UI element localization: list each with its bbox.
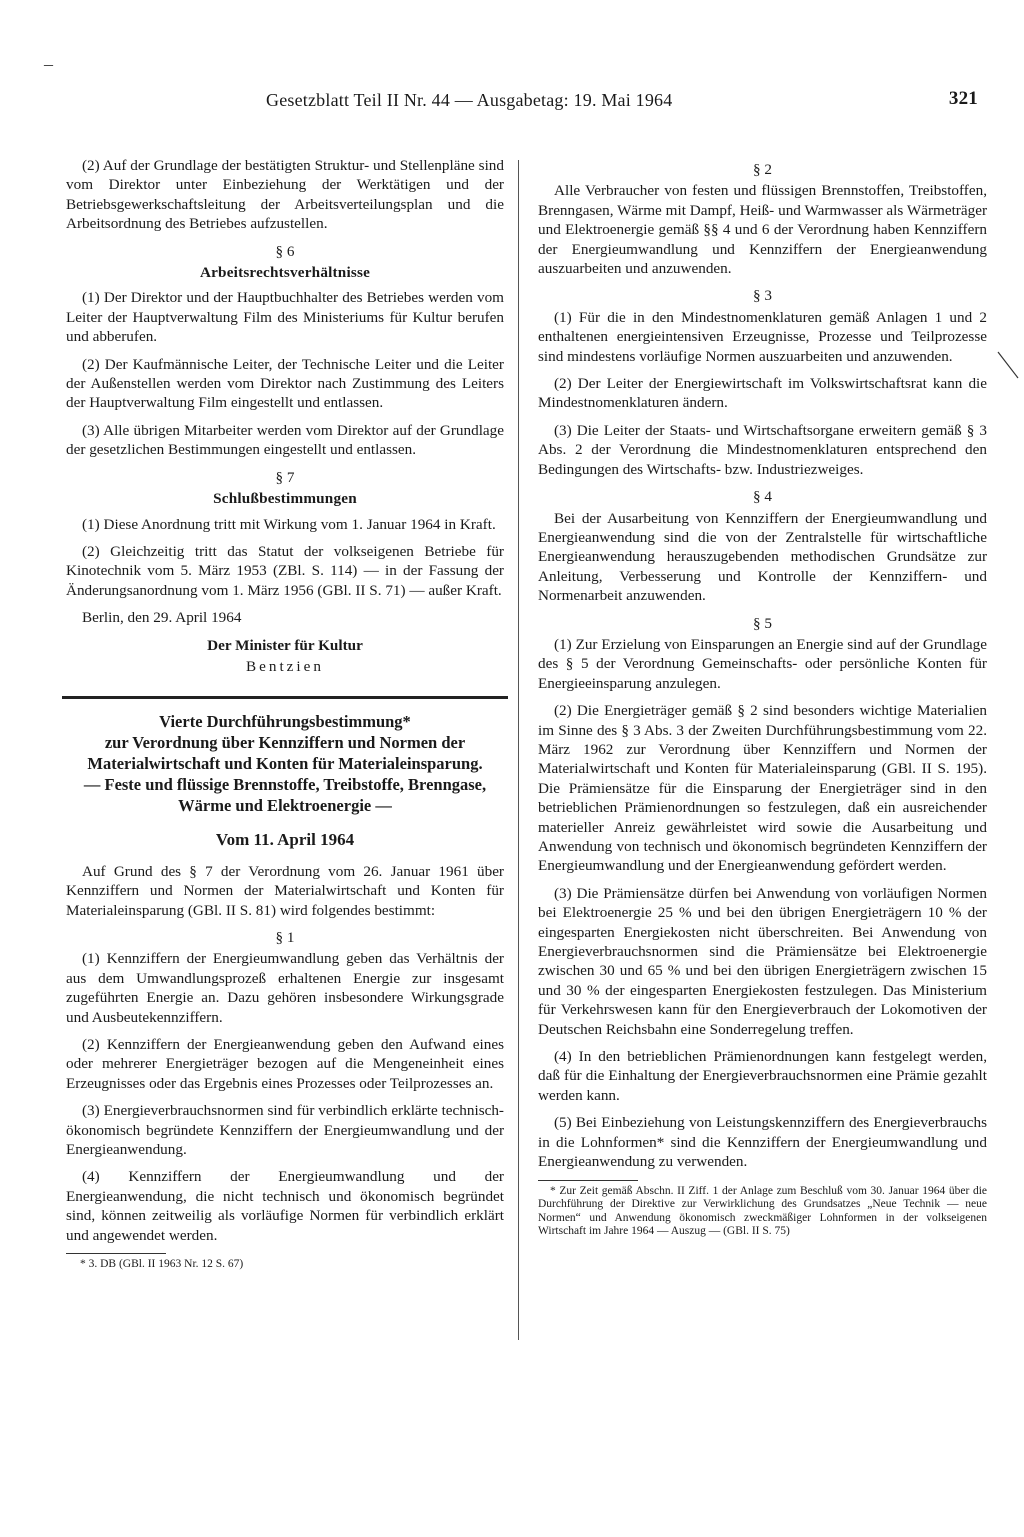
scan-mark-dash: ‒ — [44, 54, 53, 74]
paragraph: (2) Der Kaufmännische Leiter, der Technische Leiter und die Leiter der Außenstellen werden vom Direktor nach Zustimmung des Leiters der Hauptverwaltung Film eingestellt und entlassen. — [66, 355, 504, 412]
paragraph: (2) Die Energieträger gemäß § 2 sind besonders wichtige Materialien im Sinne des § 3 Abs. 3 der Zweiten Durchführungsbestimmung vom 22. März 1962 zur Verordnung über Kennziffern und Normen der Materialwirtschaft und Konten für Materialeinsparung (GBl. II S. 195). Die Prämiensätze für die Einsparung der Energieträger sind in den betrieblichen Prämienordnungen so festzulegen, daß ein ausreichender materieller Anreiz gewährleistet wird sowie die Ausarbeitung und Anwendung von technisch und ökonomisch begründeten Kennziffern der Energieumwandlung und der Energieanwendung gefördert werden. — [538, 702, 987, 875]
section-number: § 6 — [275, 242, 295, 260]
right-column — [538, 156, 987, 1239]
paragraph: (2) Gleichzeitig tritt das Statut der volkseigenen Betriebe für Kinotechnik vom 5. März 1953 (ZBl. S. 114) — in der Fassung der Änderungsanordnung vom 1. März 1956 (GBl. II S. 71) — außer Kraft. — [66, 542, 504, 599]
section-number: § 3 — [753, 287, 772, 305]
regulation-title-line1: Vierte Durchführungsbestimmung* — [159, 712, 411, 732]
regulation-title-line2: zur Verordnung über Kennziffern und Normen der Materialwirtschaft und Konten für Materialeinsparung. — [87, 733, 483, 774]
footnote-rule — [66, 1253, 166, 1254]
paragraph: (1) Kennziffern der Energieumwandlung geben das Verhältnis der aus dem Umwandlungsprozeß erhaltenen Energie zur insgesamt zugeführten Energie an. Dazu gehören insbesondere Wirkungsgrade und Ausbeutekennziffern. — [66, 950, 504, 1026]
paragraph: Bei der Ausarbeitung von Kennziffern der Energieumwandlung und Energieanwendung sind die von der Zentralstelle für wirtschaftliche Energieanwendung herauszugebenden methodischen Grundsätze zur Anleitung, Verbesserung und Kontrolle der Kennziffern- und Normenarbeit anzuwenden. — [538, 509, 987, 605]
footnote: * Zur Zeit gemäß Abschn. II Ziff. 1 der Anlage zum Beschluß vom 30. Januar 1964 über die Durchführung der Direktive zur Verwirklichung des Grundsatzes „Neue Technik — neue Normen“ und Anwendung ökonomisch zweckmäßiger Lohnformen in der volkseigenen Wirtschaft im Jahre 1964 — Auszug — (GBl. II S. 75) — [538, 1184, 987, 1237]
paragraph: (3) Die Prämiensätze dürfen bei Anwendung von vorläufigen Normen bei Elektroenergie 25 % und bei den übrigen Energieträgern 10 % der eingesparten Energiekosten nicht überschreiten. Bei Anwendung von Energieverbrauchsnormen sind die Prämiensätze bei Elektroenergie zwischen 30 und 65 % und bei den übrigen Energieträgern zwischen 15 und 30 % der eingesparten Energiekosten festzulegen. Das Ministerium für Verkehrswesen kann für den Energieverbrauch der Lokomotiven der Deutschen Reichsbahn eine Sonderregelung treffen. — [538, 884, 987, 1038]
section-number: § 2 — [753, 161, 772, 178]
page-header — [60, 88, 978, 114]
footnote-rule — [538, 1180, 638, 1181]
section-rule — [62, 696, 508, 699]
signer-title: Der Minister für Kultur — [207, 636, 363, 654]
section-number: § 5 — [753, 614, 772, 632]
footnote: * 3. DB (GBl. II 1963 Nr. 12 S. 67) — [80, 1258, 244, 1271]
paragraph: (2) Kennziffern der Energieanwendung geben den Aufwand eines oder mehrerer Energieträger bezogen auf die Mengeneinheit eines Erzeugnisses oder das Ergebnis eines Prozesses oder Teilprozesses an. — [66, 1036, 504, 1092]
paragraph: (1) Diese Anordnung tritt mit Wirkung vom 1. Januar 1964 in Kraft. — [82, 515, 496, 533]
regulation-title — [66, 711, 504, 816]
paragraph: (1) Für die in den Mindestnomenklaturen gemäß Anlagen 1 und 2 enthaltenen energieintensiven Erzeugnisse, Prozesse und Teilprozesse sind mindestens vorläufige Normen auszuarbeiten und anzuwenden. — [538, 308, 987, 365]
paragraph: (3) Energieverbrauchsnormen sind für verbindlich erklärte technisch-ökonomisch begründete Kennziffern der Energieumwandlung und der Energieanwendung. — [66, 1102, 504, 1159]
paragraph: (1) Zur Erzielung von Einsparungen an Energie sind auf der Grundlage des § 5 der Verordnung Gemeinschafts- oder persönliche Konten für Energieeinsparung anzulegen. — [538, 635, 987, 692]
regulation-title-line3: — Feste und flüssige Brennstoffe, Treibstoffe, Brenngase, Wärme und Elektroenergie — — [83, 775, 487, 816]
section-heading: Arbeitsrechtsverhältnisse — [199, 264, 371, 282]
paragraph: (3) Die Leiter der Staats- und Wirtschaftsorgane erweitern gemäß § 3 Abs. 2 der Verordnung die Mindestnomenklaturen entsprechend den Bedingungen des Wirtschafts- bzw. Industriezweiges. — [538, 421, 987, 478]
paragraph: (1) Der Direktor und der Hauptbuchhalter des Betriebes werden vom Leiter der Hauptverwaltung Film des Ministeriums für Kultur berufen und abberufen. — [66, 289, 504, 346]
preamble: Auf Grund des § 7 der Verordnung vom 26. Januar 1961 über Kennziffern und Normen der Materialwirtschaft und Konten für Materialeinsparung (GBl. II S. 81) wird folgendes bestimmt: — [66, 862, 504, 919]
paragraph: (4) In den betrieblichen Prämienordnungen kann festgelegt werden, daß für die Einhaltung der Energieverbrauchsnormen eine Prämie gezahlt werden kann. — [538, 1048, 987, 1104]
column-divider — [518, 160, 519, 1340]
signer-name: Bentzien — [246, 657, 324, 675]
regulation-date: Vom 11. April 1964 — [215, 830, 355, 850]
paragraph: (4) Kennziffern der Energieumwandlung und der Energieanwendung, die nicht technisch und ökonomisch begründet sind, können zeitweilig als vorläufige Normen für verbindlich erklärt und angewendet werden. — [66, 1168, 504, 1244]
section-number: § 7 — [275, 468, 295, 486]
scan-mark-stroke — [996, 350, 1020, 380]
section-number: § 4 — [753, 488, 772, 506]
paragraph: (2) Auf der Grundlage der bestätigten Struktur- und Stellenpläne sind vom Direktor unter Einbeziehung der Werktätigen und der Betriebsgewerkschaftsleitung der Arbeitsverteilungsplan und die Arbeitsordnung des Betriebes aufzustellen. — [66, 157, 504, 233]
page-number: 321 — [948, 88, 978, 109]
paragraph: (3) Alle übrigen Mitarbeiter werden vom Direktor auf der Grundlage der gesetzlichen Bestimmungen eingestellt und entlassen. — [66, 421, 504, 459]
place-date: Berlin, den 29. April 1964 — [82, 609, 242, 627]
paragraph: (5) Bei Einbeziehung von Leistungskennziffern des Energieverbrauchs in die Lohnformen* sind die Kennziffern der Energieumwandlung und Energieanwendung zu verwenden. — [538, 1114, 987, 1171]
paragraph: Alle Verbraucher von festen und flüssigen Brennstoffen, Treibstoffen, Brenngasen, Wärme mit Dampf, Heiß- und Warmwasser als Wärmeträger und Elektroenergie gemäß §§ 4 und 6 der Verordnung haben Kennziffern der Energieumwandlung und Kennziffern der Energieanwendung auszuarbeiten und anzuwenden. — [538, 182, 987, 278]
paragraph: (2) Der Leiter der Energiewirtschaft im Volkswirtschaftsrat kann die Mindestnomenklaturen ändern. — [538, 375, 987, 412]
section-heading: Schlußbestimmungen — [213, 490, 357, 508]
left-column — [66, 156, 504, 1272]
section-number: § 1 — [275, 928, 295, 946]
header-title: Gesetzblatt Teil II Nr. 44 — Ausgabetag: 19. Mai 1964 — [266, 90, 673, 110]
